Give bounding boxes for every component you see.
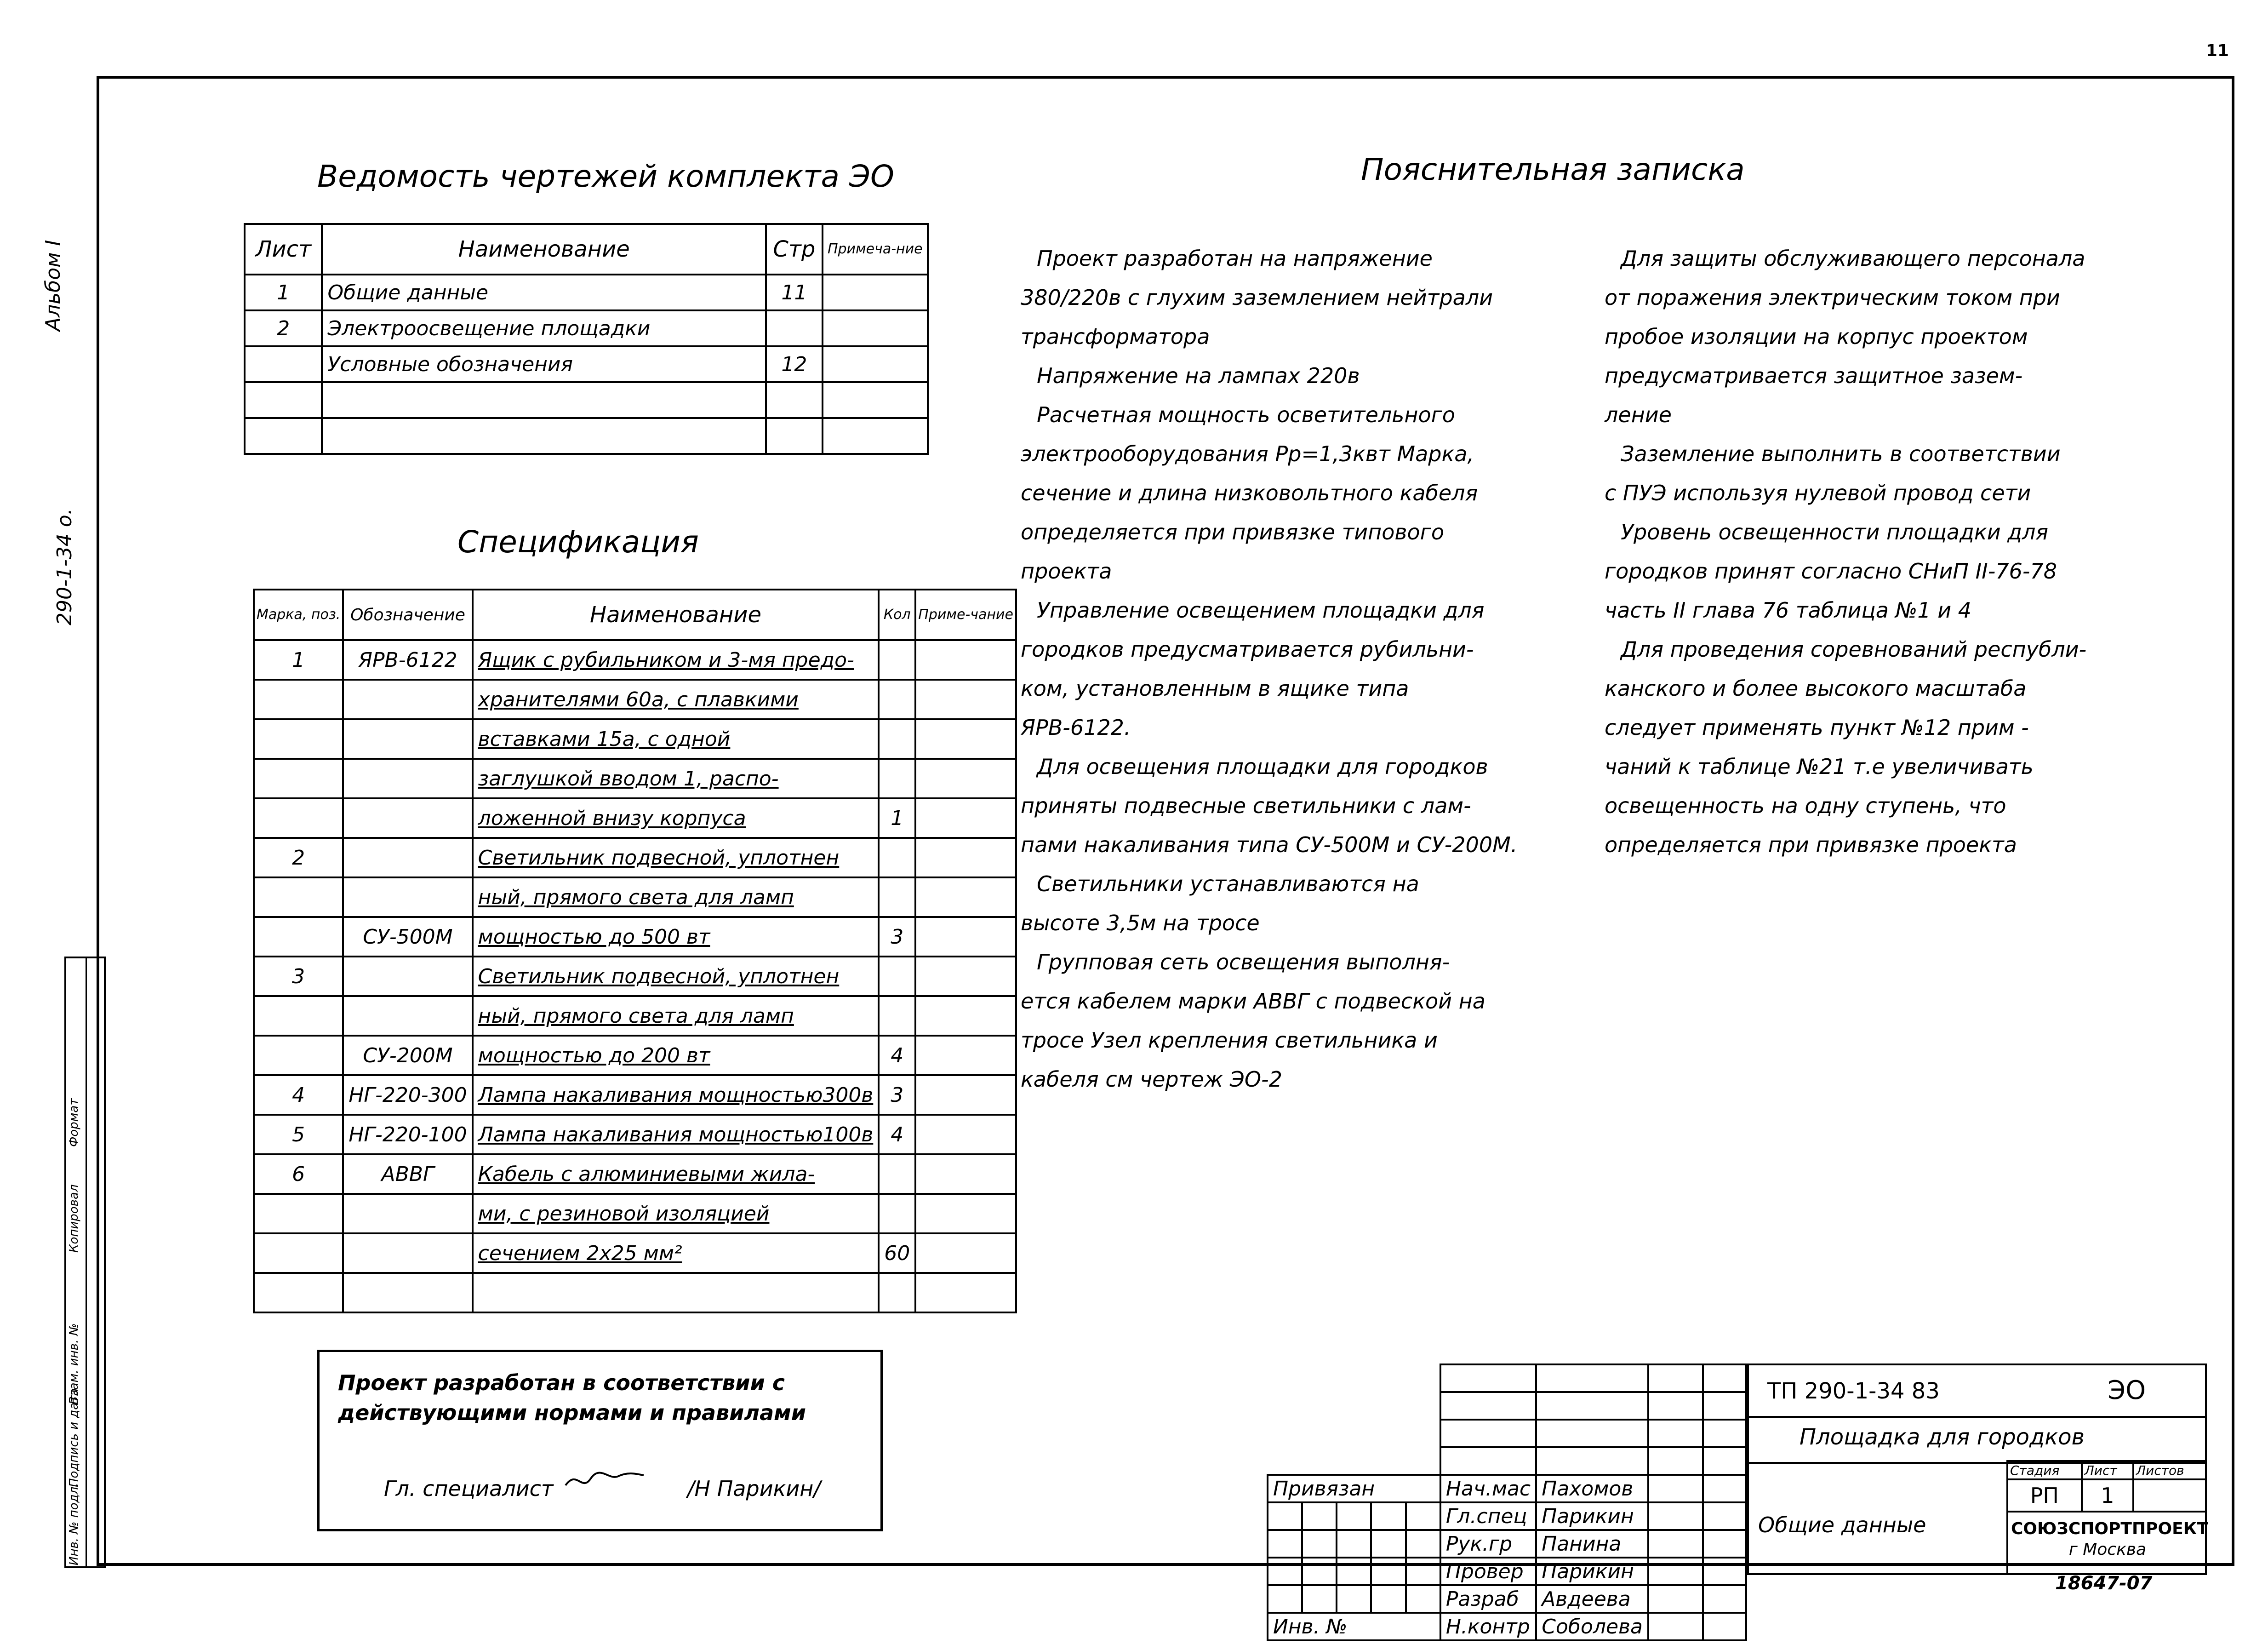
name-cell: Парикин [1536, 1502, 1648, 1530]
cell [879, 996, 915, 1036]
cell [879, 719, 915, 759]
cell [879, 957, 915, 996]
cell [823, 382, 928, 418]
table-row [254, 838, 1016, 877]
cell: Светильник подвесной, уплотнен [473, 838, 879, 877]
cell [322, 418, 766, 454]
cell [343, 680, 472, 719]
name-cell: Авдеева [1536, 1585, 1648, 1613]
note-line: трансформатора [1021, 324, 1210, 349]
cell [915, 1154, 1016, 1194]
role-cell: Нач.мас [1440, 1475, 1536, 1502]
table-row [245, 346, 928, 382]
name-cell: Панина [1536, 1530, 1648, 1558]
col-item-name: Наименование [473, 590, 879, 640]
cell: хранителями 60а, с плавкими [473, 680, 879, 719]
col-qty: Кол [879, 590, 915, 640]
cell: 11 [766, 275, 822, 310]
cell: Ящик с рубильником и 3-мя предо- [473, 640, 879, 680]
drawings-list-title: Ведомость чертежей комплекта ЭО [317, 159, 894, 194]
note-line: ком, установленным в ящике типа [1021, 676, 1409, 701]
table-row [254, 996, 1016, 1036]
cell [343, 1194, 472, 1233]
signature-icon [563, 1467, 646, 1495]
cell: Общие данные [322, 275, 766, 310]
cell [823, 418, 928, 454]
note-line: Для освещения площадки для городков [1037, 754, 1488, 779]
stage-table [2006, 1460, 2207, 1512]
cell: 2 [254, 838, 343, 877]
cell [766, 310, 822, 346]
role-cell: Провер [1440, 1558, 1536, 1585]
cell [343, 838, 472, 877]
cell: 60 [879, 1233, 915, 1273]
cell: НГ-220-300 [343, 1075, 472, 1115]
note-line: ление [1605, 402, 1672, 427]
cell: ложенной внизу корпуса [473, 798, 879, 838]
table-row [254, 680, 1016, 719]
note-line: Групповая сеть освещения выполня- [1037, 950, 1450, 974]
cell: 3 [254, 957, 343, 996]
note-line: Напряжение на лампах 220в [1037, 363, 1360, 388]
cell [915, 957, 1016, 996]
cell [915, 877, 1016, 917]
cell [915, 798, 1016, 838]
object-name: Площадка для городков [1800, 1424, 2085, 1450]
note-line: с ПУЭ используя нулевой провод сети [1605, 481, 2031, 505]
note-column-1 [1021, 239, 1586, 1099]
cell [254, 1036, 343, 1075]
strip-label-sign: Подпись и дата [67, 1388, 81, 1487]
cell [915, 1233, 1016, 1273]
cell [254, 1273, 343, 1312]
cell [915, 996, 1016, 1036]
cell [343, 877, 472, 917]
cell: Условные обозначения [322, 346, 766, 382]
cell [254, 877, 343, 917]
note-title: Пояснительная записка [1361, 152, 1745, 187]
cell [879, 759, 915, 798]
note-line: Управление освещением площадки для [1037, 598, 1485, 623]
cell [254, 917, 343, 957]
col-designation: Обозначение [343, 590, 472, 640]
cell [254, 719, 343, 759]
cell [915, 719, 1016, 759]
cell: Лампа накаливания мощностью100в [473, 1115, 879, 1154]
strip-divider [86, 958, 87, 1566]
role-cell: Гл.спец [1440, 1502, 1536, 1530]
cell [915, 1036, 1016, 1075]
cell: ный, прямого света для ламп [473, 877, 879, 917]
cell [766, 418, 822, 454]
cell: 12 [766, 346, 822, 382]
note-line: Для проведения соревнований республи- [1621, 637, 2087, 662]
table-row [254, 1273, 1016, 1312]
table-row [254, 877, 1016, 917]
cell [915, 640, 1016, 680]
note-line: часть II глава 76 таблица №1 и 4 [1605, 598, 1972, 623]
table-row [254, 1194, 1016, 1233]
table-row [254, 1115, 1016, 1154]
cell [254, 1194, 343, 1233]
table-row [254, 1154, 1016, 1194]
archive-number: 18647-07 [2055, 1573, 2153, 1594]
cell [322, 382, 766, 418]
note-line: следует применять пункт №12 прим - [1605, 715, 2029, 740]
note-line: пами накаливания типа СУ-500М и СУ-200М. [1021, 832, 1518, 857]
note-line: Заземление выполнить в соответствии [1621, 441, 2061, 466]
note-line: Уровень освещенности площадки для [1621, 520, 2049, 544]
stage-value: РП [2007, 1479, 2082, 1512]
cell: 1 [879, 798, 915, 838]
table-row [254, 1075, 1016, 1115]
cell [915, 680, 1016, 719]
table-row [254, 957, 1016, 996]
cell: 2 [245, 310, 322, 346]
note-line: кабеля см чертеж ЭО-2 [1021, 1067, 1282, 1092]
specification-title: Спецификация [457, 524, 699, 560]
cell [915, 838, 1016, 877]
cell [915, 917, 1016, 957]
col-remark: Приме-чание [915, 590, 1016, 640]
cell: ми, с резиновой изоляцией [473, 1194, 879, 1233]
strip-label-copied: Копировал [67, 1184, 81, 1253]
table-row [245, 310, 928, 346]
cell [915, 1273, 1016, 1312]
note-line: Расчетная мощность осветительного [1037, 402, 1455, 427]
cell [879, 680, 915, 719]
cell: СУ-200М [343, 1036, 472, 1075]
title-block-main [1747, 1364, 2207, 1575]
cell [915, 1075, 1016, 1115]
note-line: Светильники устанавливаются на [1037, 871, 1419, 896]
table-row [245, 418, 928, 454]
strip-label-inv: Инв. № подл. [67, 1483, 81, 1565]
col-name: Наименование [322, 224, 766, 275]
stamp-text-1: Проект разработан в соответствии с [338, 1370, 785, 1395]
cell: вставками 15а, с одной [473, 719, 879, 759]
cell [915, 759, 1016, 798]
strip-label-replace: Взам. инв. № [67, 1323, 81, 1404]
cell [879, 1273, 915, 1312]
cell: ный, прямого света для ламп [473, 996, 879, 1036]
project-code: ТП 290-1-34 83 [1767, 1378, 1940, 1404]
cell [254, 759, 343, 798]
cell: СУ-500М [343, 917, 472, 957]
role-cell: Н.контр [1440, 1613, 1536, 1640]
table-row [245, 382, 928, 418]
set-code: ЭО [2108, 1375, 2146, 1405]
cell: Светильник подвесной, уплотнен [473, 957, 879, 996]
cell: 1 [254, 640, 343, 680]
cell [343, 1273, 472, 1312]
note-line: высоте 3,5м на тросе [1021, 911, 1260, 935]
note-line: городков принят согласно СНиП II-76-78 [1605, 559, 2057, 584]
cell [879, 877, 915, 917]
role-cell: Разраб [1440, 1585, 1536, 1613]
col-page: Стр [766, 224, 822, 275]
col-sheet: Лист [245, 224, 322, 275]
cell: мощностью до 200 вт [473, 1036, 879, 1075]
table-row [254, 1233, 1016, 1273]
sheets-header: Листов [2133, 1461, 2206, 1479]
table-row [254, 719, 1016, 759]
note-column-2 [1605, 239, 2193, 865]
cell [343, 1233, 472, 1273]
divider [1749, 1416, 2205, 1418]
cell [766, 382, 822, 418]
sheet-title: Общие данные [1758, 1512, 1926, 1537]
note-line: Проект разработан на напряжение [1037, 246, 1433, 271]
note-line: чаний к таблице №21 т.е увеличивать [1605, 754, 2034, 779]
cell: Электроосвещение площадки [322, 310, 766, 346]
table-row [254, 759, 1016, 798]
note-line: тросе Узел крепления светильника и [1021, 1028, 1438, 1053]
cell [245, 418, 322, 454]
role-cell: Рук.гр [1440, 1530, 1536, 1558]
cell [915, 1115, 1016, 1154]
note-line: Для защиты обслуживающего персонала [1621, 246, 2085, 271]
table-row [245, 275, 928, 310]
cell [879, 640, 915, 680]
note-line: приняты подвесные светильники с лам- [1021, 793, 1471, 818]
name-cell: Соболева [1536, 1613, 1648, 1640]
cell [343, 798, 472, 838]
note-line: проекта [1021, 559, 1112, 584]
cell: 4 [254, 1075, 343, 1115]
cell [254, 1233, 343, 1273]
cell [823, 275, 928, 310]
note-line: городков предусматривается рубильни- [1021, 637, 1474, 662]
name-cell: Пахомов [1536, 1475, 1648, 1502]
note-line: определяется при привязке проекта [1605, 832, 2017, 857]
cell: 6 [254, 1154, 343, 1194]
compliance-stamp [317, 1350, 883, 1531]
cell [343, 759, 472, 798]
cell: заглушкой вводом 1, распо- [473, 759, 879, 798]
cell: 4 [879, 1036, 915, 1075]
drawings-list-table [244, 223, 929, 455]
col-note: Примеча-ние [823, 224, 928, 275]
cell: ЯРВ-6122 [343, 640, 472, 680]
privyazan-label: Привязан [1268, 1475, 1440, 1502]
col-mark: Марка, поз. [254, 590, 343, 640]
table-row [254, 798, 1016, 838]
cell: АВВГ [343, 1154, 472, 1194]
inv-label: Инв. № [1268, 1613, 1440, 1640]
stamp-name: /Н Парикин/ [687, 1476, 821, 1501]
table-row [254, 640, 1016, 680]
cell: Лампа накаливания мощностью300в [473, 1075, 879, 1115]
cell [254, 798, 343, 838]
title-block-people [1267, 1364, 1747, 1641]
cell [343, 996, 472, 1036]
side-stamp-strip [64, 957, 106, 1568]
city: г Москва [2068, 1540, 2147, 1559]
cell [245, 346, 322, 382]
page-number: 11 [2205, 41, 2229, 60]
note-line: 380/220в с глухим заземлением нейтрали [1021, 285, 1493, 310]
strip-label-format: Формат [67, 1098, 81, 1147]
cell [879, 838, 915, 877]
cell: 3 [879, 917, 915, 957]
table-row [254, 1036, 1016, 1075]
sheet-value: 1 [2082, 1479, 2133, 1512]
stamp-role: Гл. специалист [384, 1476, 554, 1501]
note-line: от поражения электрическим током при [1605, 285, 2060, 310]
stamp-text-2: действующими нормами и правилами [338, 1400, 806, 1425]
cell [823, 346, 928, 382]
stage-header: Стадия [2007, 1461, 2082, 1479]
cell: мощностью до 500 вт [473, 917, 879, 957]
cell: 4 [879, 1115, 915, 1154]
organization: СОЮЗСПОРТПРОЕКТ [2011, 1519, 2208, 1538]
album-label: Альбом I [41, 240, 65, 331]
cell [823, 310, 928, 346]
cell [473, 1273, 879, 1312]
cell [254, 996, 343, 1036]
note-line: определяется при привязке типового [1021, 520, 1444, 544]
album-code: 290-1-34 о. [53, 508, 76, 625]
cell: 1 [245, 275, 322, 310]
sheet-header: Лист [2082, 1461, 2133, 1479]
note-line: предусматривается защитное зазем- [1605, 363, 2023, 388]
note-line: ЯРВ-6122. [1021, 715, 1131, 740]
cell: сечением 2х25 мм² [473, 1233, 879, 1273]
name-cell: Парикин [1536, 1558, 1648, 1585]
note-line: канского и более высокого масштаба [1605, 676, 2027, 701]
cell: 5 [254, 1115, 343, 1154]
cell [245, 382, 322, 418]
cell: Кабель с алюминиевыми жила- [473, 1154, 879, 1194]
cell [915, 1194, 1016, 1233]
table-row [254, 917, 1016, 957]
cell [879, 1194, 915, 1233]
cell [343, 957, 472, 996]
cell [343, 719, 472, 759]
note-line: ется кабелем марки АВВГ с подвеской на [1021, 989, 1485, 1014]
cell: НГ-220-100 [343, 1115, 472, 1154]
note-line: освещенность на одну ступень, что [1605, 793, 2006, 818]
cell [879, 1154, 915, 1194]
note-line: электрооборудования Рр=1,3квт Марка, [1021, 441, 1474, 466]
cell: 3 [879, 1075, 915, 1115]
cell [254, 680, 343, 719]
specification-table [253, 589, 1017, 1313]
note-line: пробое изоляции на корпус проектом [1605, 324, 2028, 349]
note-line: сечение и длина низковольтного кабеля [1021, 481, 1478, 505]
